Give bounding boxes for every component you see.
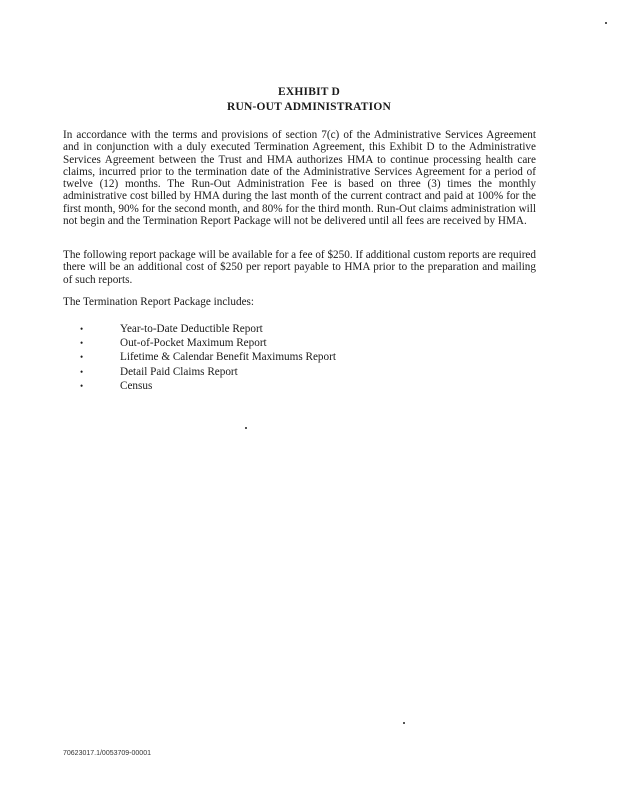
report-item-label: Year-to-Date Deductible Report xyxy=(120,323,263,335)
document-footer-id: 70623017.1/0053709-00001 xyxy=(63,750,151,757)
bullet-icon: • xyxy=(80,380,84,391)
paragraph-runout-terms: In accordance with the terms and provisions of section 7(c) of the Administrative Services Agreement and in conjunction with a duly executed Termination Agreement, this Exhibit D to the Administrative Services Agreement between the Trust and HMA authorizes HMA to continue processing health care claims, incurred prior to the termination date of the Administrative Services Agreement for a period of twelve (12) months. The Run-Out Administration Fee is based on three (3) times the monthly administrative cost billed by HMA during the last month of the current contract and paid at 100% for the first month, 90% for the second month, and 80% for the third month. Run-Out claims administration will not begin and the Termination Report Package will not be delivered until all fees are received by HMA. xyxy=(63,129,536,228)
scan-speck xyxy=(245,427,247,429)
report-item-label: Lifetime & Calendar Benefit Maximums Report xyxy=(120,351,336,364)
scan-speck xyxy=(403,722,405,724)
list-item xyxy=(80,350,336,364)
report-item-label: Detail Paid Claims Report xyxy=(120,365,238,378)
exhibit-heading: EXHIBIT D xyxy=(278,86,340,98)
list-item xyxy=(80,322,336,336)
list-item xyxy=(80,379,336,393)
exhibit-subheading: RUN-OUT ADMINISTRATION xyxy=(226,101,392,113)
bullet-icon: • xyxy=(80,338,84,349)
report-item-label: Census xyxy=(120,379,153,392)
report-item-label: Out-of-Pocket Maximum Report xyxy=(120,337,267,350)
report-package-list xyxy=(80,322,336,393)
scan-speck xyxy=(605,22,607,24)
paragraph-package-intro: The Termination Report Package includes: xyxy=(63,296,255,308)
bullet-icon: • xyxy=(80,352,84,363)
paragraph-report-fee: The following report package will be available for a fee of $250. If additional custom reports are required there will be an additional cost of $250 per report payable to HMA prior to the preparation and mailing of such reports. xyxy=(63,249,536,286)
bullet-icon: • xyxy=(80,366,84,377)
bullet-icon: • xyxy=(80,324,84,334)
list-item xyxy=(80,365,336,379)
list-item xyxy=(80,336,336,350)
